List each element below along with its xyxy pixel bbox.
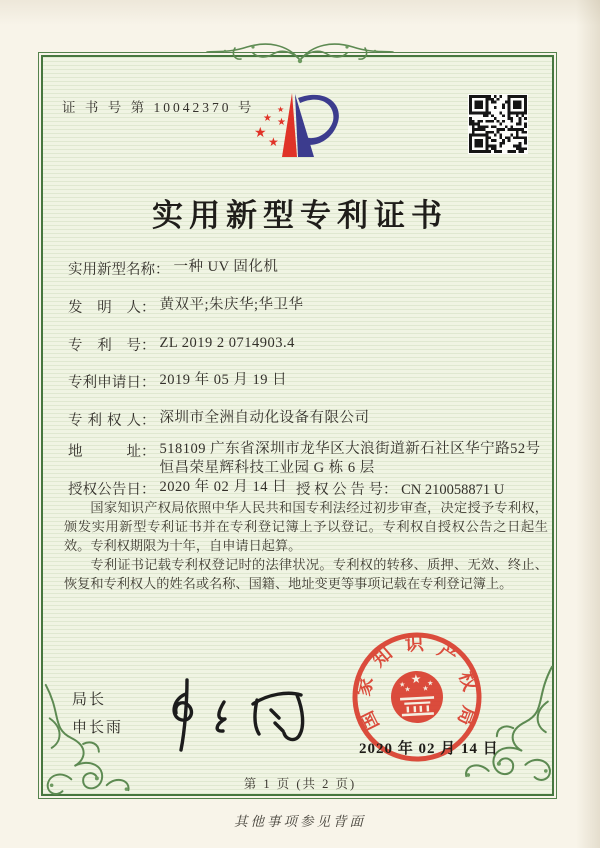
cnipa-logo	[246, 86, 342, 170]
field-row-application-date	[68, 371, 287, 392]
star-icon: ★	[277, 105, 285, 114]
star-icon: ★	[268, 135, 279, 149]
director-signature	[156, 670, 324, 758]
field-row-patentee	[68, 409, 370, 430]
svg-text:★: ★	[398, 680, 406, 689]
director-title: 局长	[72, 691, 107, 708]
field-row-name	[68, 258, 278, 279]
field-value: ZL 2019 2 0714903.4	[159, 335, 295, 351]
field-colon: ：	[141, 300, 156, 316]
qr-code	[468, 94, 528, 154]
grant-number-group	[296, 478, 504, 499]
field-label: 发 明 人	[68, 300, 141, 316]
page-number: 第 1 页 (共 2 页)	[243, 777, 357, 791]
field-label: 地 址	[68, 444, 141, 460]
field-value: 2020 年 02 月 14 日	[159, 479, 288, 495]
director-name: 申长雨	[72, 719, 124, 736]
back-side-note: 其他事项参见背面	[234, 814, 366, 829]
star-icon: ★	[277, 117, 286, 128]
field-row-address	[68, 440, 542, 478]
certificate-number: 证 书 号 第 10042370 号	[62, 100, 255, 115]
field-value: 2019 年 05 月 19 日	[159, 372, 288, 388]
field-colon: ：	[141, 375, 156, 391]
field-value: 深圳市全洲自动化设备有限公司	[159, 410, 370, 426]
svg-text:★: ★	[410, 671, 422, 687]
certificate-title: 实用新型专利证书	[152, 198, 448, 233]
field-colon: ：	[155, 262, 170, 278]
field-label: 专 利 号	[68, 338, 141, 354]
legal-paragraph-2: 专利证书记载专利权登记时的法律状况。专利权的转移、质押、无效、终止、恢复和专利权人的姓名或名称、国籍、地址变更等事项记载在专利登记簿上。	[64, 557, 548, 591]
field-value: 黄双平;朱庆华;华卫华	[159, 297, 304, 313]
field-value: CN 210058871 U	[401, 482, 505, 498]
field-label: 授权公告日	[68, 482, 141, 498]
field-colon: ：	[141, 444, 156, 460]
field-colon: ：	[141, 413, 156, 429]
star-icon: ★	[263, 113, 272, 124]
field-label: 专利申请日	[68, 375, 141, 391]
field-label: 授 权 公 告 号	[296, 482, 383, 498]
field-colon: ：	[141, 482, 156, 498]
legal-paragraph-1: 国家知识产权局依照中华人民共和国专利法经过初步审查，决定授予专利权，颁发实用新型专利证书并在专利登记簿上予以登记。专利权自授权公告之日起生效。专利权期限为十年，自申请日起算。	[64, 500, 548, 553]
national-emblem	[390, 670, 445, 725]
field-row-inventors	[68, 296, 304, 317]
star-icon: ★	[254, 125, 267, 141]
svg-text:★: ★	[404, 685, 411, 694]
legal-text	[64, 498, 548, 593]
field-label: 专 利 权 人	[68, 413, 141, 429]
field-colon: ：	[383, 482, 398, 498]
field-label: 实用新型名称	[68, 262, 155, 278]
field-row-patent-no	[68, 334, 295, 355]
field-value: 一种 UV 固化机	[173, 259, 279, 275]
svg-text:★: ★	[426, 679, 434, 688]
svg-text:★: ★	[422, 684, 429, 693]
grant-stamp-date: 2020 年 02 月 14 日	[359, 741, 499, 757]
field-colon: ：	[141, 338, 156, 354]
field-row-grant	[68, 478, 505, 499]
seal-text: 国家知识产权局	[353, 633, 480, 734]
field-value: 518109 广东省深圳市龙华区大浪街道新石社区华宁路52号恒昌荣星辉科技工业园 G 栋 6 层	[159, 441, 541, 476]
